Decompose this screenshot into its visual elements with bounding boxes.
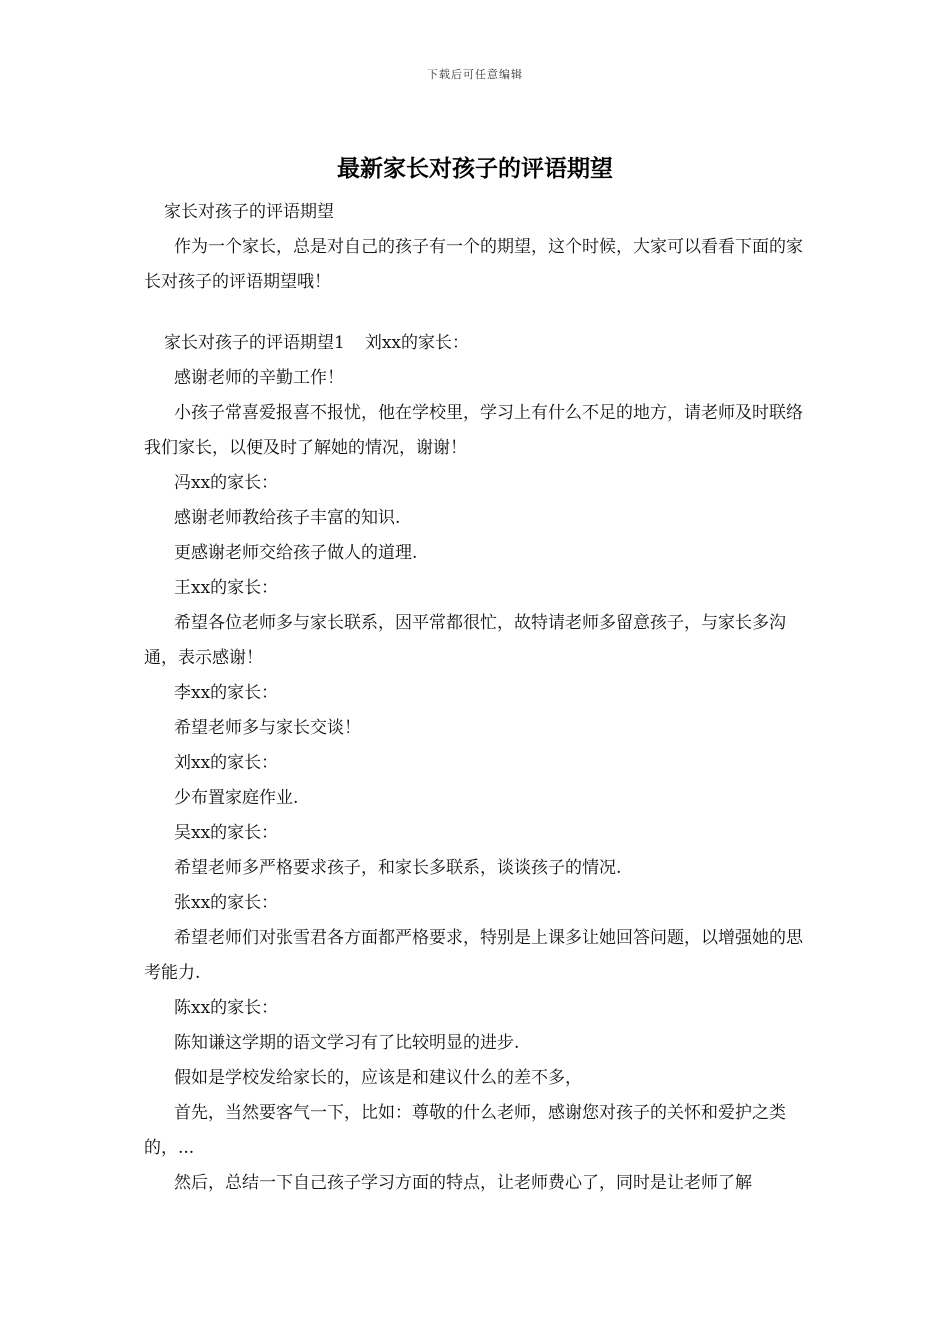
parent-label: 刘xx的家长： (174, 753, 279, 773)
paragraph: 希望老师多与家长交谈！ (174, 718, 361, 738)
intro-paragraph: 作为一个家长，总是对自己的孩子有一个的期望，这个时候，大家可以看看下面的家长对孩子的评语期望哦！ (144, 237, 803, 292)
paragraph: 少布置家庭作业. (174, 788, 299, 808)
section-first-parent: 刘xx的家长： (364, 333, 470, 353)
parent-label: 陈xx的家长： (174, 998, 279, 1018)
parent-label: 吴xx的家长： (174, 823, 279, 843)
paragraph: 然后，总结一下自己孩子学习方面的特点，让老师费心了，同时是让老师了解 (174, 1173, 752, 1193)
paragraph: 希望老师们对张雪君各方面都严格要求，特别是上课多让她回答问题，以增强她的思考能力. (144, 928, 803, 983)
parent-label: 张xx的家长： (174, 893, 279, 913)
paragraph: 希望老师多严格要求孩子，和家长多联系，谈谈孩子的情况. (174, 858, 622, 878)
paragraph: 首先，当然要客气一下，比如：尊敬的什么老师，感谢您对孩子的关怀和爱护之类的，... (144, 1103, 786, 1158)
paragraph: 假如是学校发给家长的，应该是和建议什么的差不多， (174, 1068, 582, 1088)
section-heading-line (144, 326, 806, 361)
parent-label: 李xx的家长： (174, 683, 279, 703)
parent-label: 冯xx的家长： (174, 473, 279, 493)
paragraph: 小孩子常喜爱报喜不报忧，他在学校里，学习上有什么不足的地方，请老师及时联络我们家长，以便及时了解她的情况，谢谢！ (144, 403, 803, 458)
paragraph: 更感谢老师交给孩子做人的道理. (174, 543, 418, 563)
subtitle: 家长对孩子的评语期望 (164, 202, 334, 222)
paragraph-gap (144, 300, 806, 326)
paragraph: 陈知谦这学期的语文学习有了比较明显的进步. (174, 1033, 520, 1053)
paragraph: 感谢老师教给孩子丰富的知识. (174, 508, 401, 528)
document-body (144, 195, 806, 1201)
header-note: 下载后可任意编辑 (427, 68, 523, 81)
page-title: 最新家长对孩子的评语期望 (337, 155, 613, 182)
paragraph: 希望各位老师多与家长联系，因平常都很忙，故特请老师多留意孩子，与家长多沟通，表示感谢！ (144, 613, 786, 668)
section-heading: 家长对孩子的评语期望1 (164, 333, 345, 353)
parent-label: 王xx的家长： (174, 578, 279, 598)
paragraph: 感谢老师的辛勤工作！ (174, 368, 344, 388)
